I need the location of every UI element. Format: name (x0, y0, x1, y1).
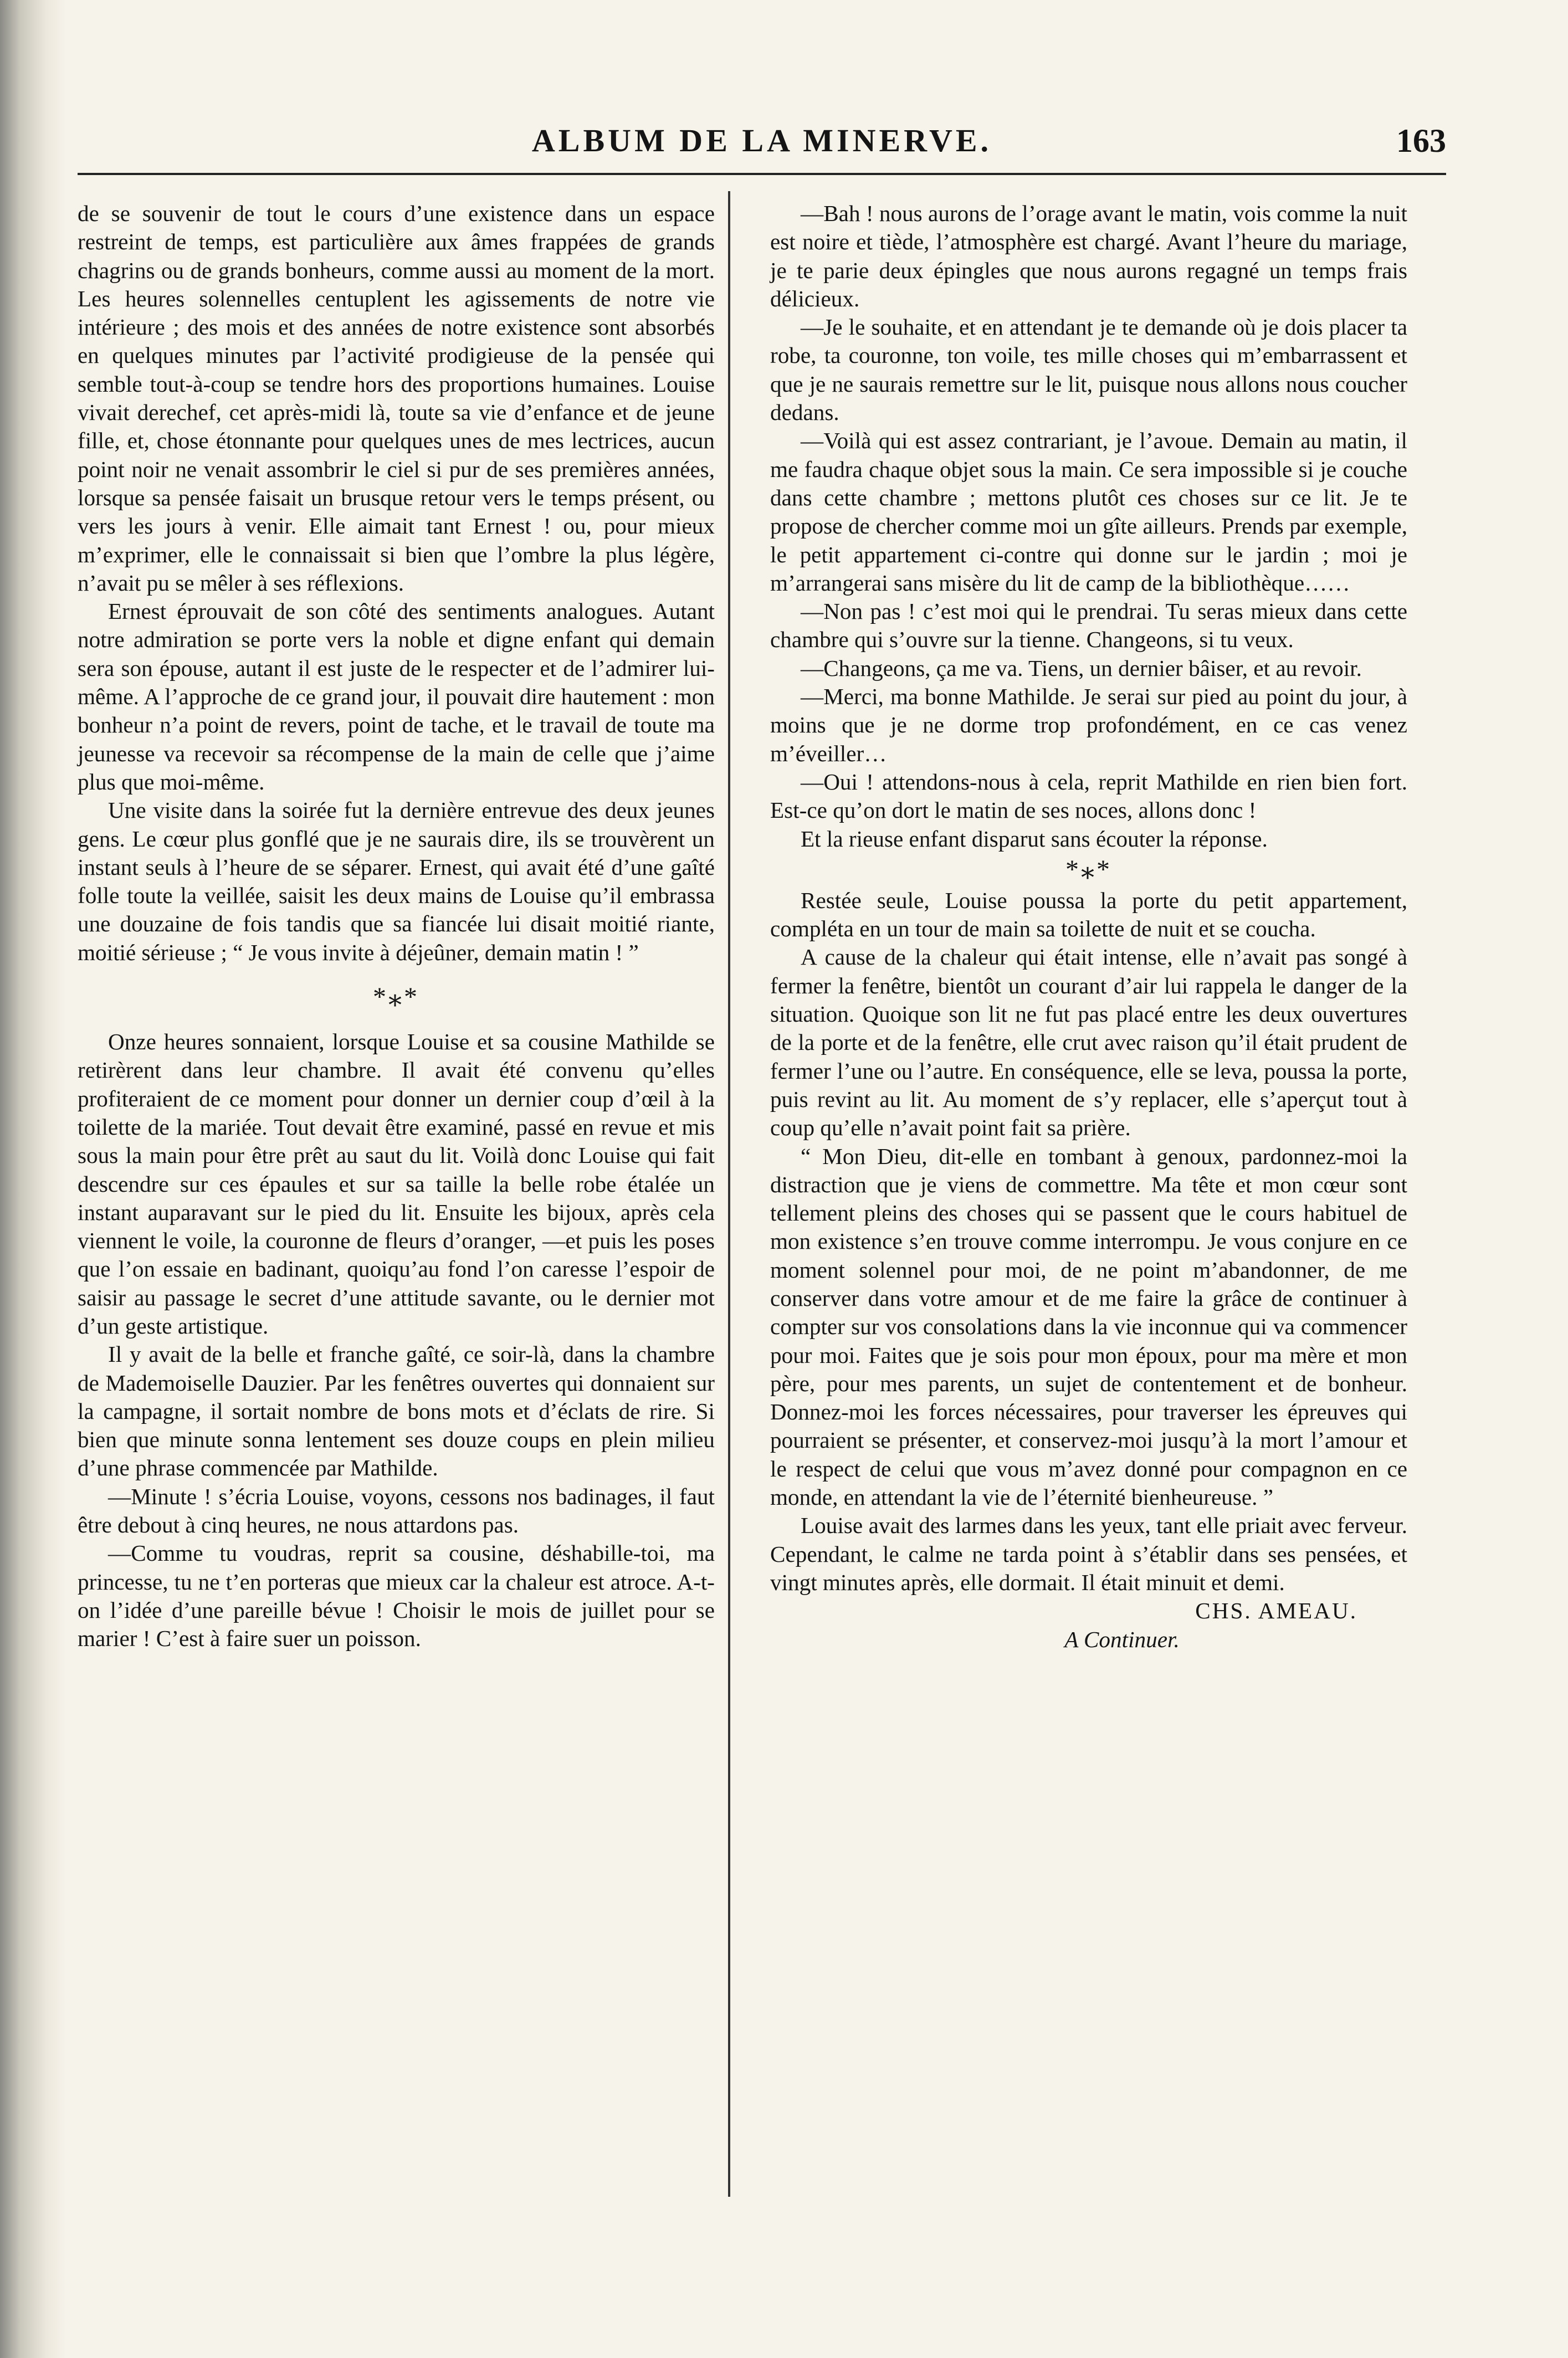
paragraph: —Bah ! nous aurons de l’orage avant le matin, vois comme la nuit est noire et tiède, l’atmosphère est chargé. Avant l’heure du mariage, je te parie deux épingles que nous aurons regagné un temps frais délicieux. (770, 201, 1407, 311)
paragraph: —Changeons, ça me va. Tiens, un dernier bâiser, et au revoir. (801, 655, 1362, 681)
paragraph: —Minute ! s’écria Louise, voyons, cessons nos badinages, il faut être debout à cinq heures, ne nous attardons pas. (78, 1483, 715, 1538)
column-divider (728, 191, 730, 2197)
paragraph: de se souvenir de tout le cours d’une existence dans un espace restreint de temps, est particulière aux âmes frappées de grands chagrins ou de grands bonheurs, comme aussi au moment de la mort. Les heures solennelles centuplent les agissements de notre vie intérieure ; des mois et des années de notre existence sont absorbés en quelques minutes par l’activité prodigieuse de la pensée qui semble tout-à-coup se tendre hors des proportions humaines. Louise vivait derechef, cet après-midi là, toute sa vie d’enfance et de jeune fille, et, chose étonnante pour quelques unes de mes lectrices, aucun point noir ne venait assombrir le ciel si pur de ses premières années, lorsque sa pensée faisait un brusque retour vers le temps présent, ou vers les jours à venir. Elle aimait tant Ernest ! ou, pour mieux m’exprimer, elle le connaissait si bien que l’ombre la plus légère, n’avait pu se mêler à ses réflexions. (78, 201, 715, 596)
paragraph: Une visite dans la soirée fut la dernière entrevue des deux jeunes gens. Le cœur plus gonflé que je ne saurais dire, ils se trouvèrent un instant seuls à l’heure de se séparer. Ernest, qui avait été d’une gaîté folle toute la veillée, saisit les deux mains de Louise qu’il embrassa une douzaine de fois tandis que sa fiancée lui disait moitié riante, moitié sérieuse ; “ Je vous invite à déjeûner, demain matin ! ” (78, 797, 715, 965)
paragraph: —Voilà qui est assez contrariant, je l’avoue. Demain au matin, il me faudra chaque objet sous la main. Ce sera impossible si je couche dans cette chambre ; mettons plutôt ces choses sur ce lit. Je te propose de chercher comme moi un gîte ailleurs. Prends par exemple, le petit appartement ci-contre qui donne sur le jardin ; moi je m’arrangerai sans misère du lit de camp de la bibliothèque…… (770, 428, 1407, 596)
left-column (78, 199, 715, 1653)
section-separator: *⁎* (1065, 854, 1112, 884)
author-signature: CHS. AMEAU. (1195, 1598, 1357, 1624)
section-separator: *⁎* (373, 982, 419, 1012)
page-edge-shadow (0, 0, 66, 2358)
paragraph: Restée seule, Louise poussa la porte du petit appartement, compléta en un tour de main sa toilette de nuit et se coucha. (770, 887, 1407, 942)
paragraph: Louise avait des larmes dans les yeux, tant elle priait avec ferveur. Cependant, le calme ne tarda point à s’établir dans ses pensées, et vingt minutes après, elle dormait. Il était minuit et demi. (770, 1513, 1407, 1595)
page-header (78, 122, 1446, 172)
paragraph: Il y avait de la belle et franche gaîté, ce soir-là, dans la chambre de Mademoiselle Dauzier. Par les fenêtres ouvertes qui donnaient sur la campagne, il sortait nombre de bons mots et d’éclats de rire. Si bien que minute sonna lentement ses douze coups en plein milieu d’une phrase commencée par Mathilde. (78, 1341, 715, 1481)
header-rule (78, 173, 1446, 175)
paragraph: Ernest éprouvait de son côté des sentiments analogues. Autant notre admiration se porte vers la noble et digne enfant qui demain sera son épouse, autant il est juste de le respecter et de l’admirer lui-même. A l’approche de ce grand jour, il pouvait dire hautement : mon bonheur n’a point de revers, point de tache, et le travail de toute ma jeunesse va recevoir sa récompense de la main de celle que j’aime plus que moi-même. (78, 598, 715, 794)
right-column (770, 199, 1407, 1654)
paragraph: A cause de la chaleur qui était intense, elle n’avait pas songé à fermer la fenêtre, bientôt un courant d’air lui rappela le danger de la situation. Quoique son lit ne fut pas placé entre les deux ouvertures de la porte et de la fenêtre, elle crut avec raison qu’il était prudent de fermer l’une ou l’autre. En conséquence, elle se leva, poussa la porte, puis revint au lit. Au moment de s’y replacer, elle s’aperçut tout à coup qu’elle n’avait point fait sa prière. (770, 944, 1407, 1141)
paragraph: Et la rieuse enfant disparut sans écouter la réponse. (801, 826, 1268, 852)
paragraph: —Non pas ! c’est moi qui le prendrai. Tu seras mieux dans cette chambre qui s’ouvre sur la tienne. Changeons, si tu veux. (770, 598, 1407, 653)
paragraph: —Merci, ma bonne Mathilde. Je serai sur pied au point du jour, à moins que je ne dorme trop profondément, en ce cas venez m’éveiller… (770, 684, 1407, 766)
page-number: 163 (1396, 122, 1446, 159)
journal-title: ALBUM DE LA MINERVE. (531, 122, 992, 158)
paragraph: —Oui ! attendons-nous à cela, reprit Mathilde en rien bien fort. Est-ce qu’on dort le matin de ses noces, allons donc ! (770, 768, 1407, 823)
paragraph: —Comme tu voudras, reprit sa cousine, déshabille-toi, ma princesse, tu ne t’en porteras que mieux car la chaleur est atroce. A-t-on l’idée d’une pareille bévue ! Choisir le mois de juillet pour se marier ! C’est à faire suer un poisson. (78, 1540, 715, 1652)
paragraph: Onze heures sonnaient, lorsque Louise et sa cousine Mathilde se retirèrent dans leur chambre. Il avait été convenu qu’elles profiteraient de ce moment pour donner un dernier coup d’œil à la toilette de la mariée. Tout devait être examiné, passé en revue et mis sous la main pour être prêt au saut du lit. Voilà donc Louise qui fait descendre sur ces épaules et sur sa taille la belle robe étalée un instant auparavant sur le pied du lit. Ensuite les bijoux, après cela viennent le voile, la couronne de fleurs d’oranger, —et puis les poses que l’on essaie en badinant, quoiqu’au fond l’on caresse l’espoir de saisir au passage le secret d’une attitude savante, ou le dernier mot d’un geste artistique. (78, 1029, 715, 1339)
continuation-note: A Continuer. (1064, 1626, 1180, 1652)
paragraph: —Je le souhaite, et en attendant je te demande où je dois placer ta robe, ta couronne, ton voile, tes mille choses qui m’embarrassent et que je ne saurais remettre sur le lit, puisque nous allons nous coucher dedans. (770, 314, 1407, 426)
paragraph: “ Mon Dieu, dit-elle en tombant à genoux, pardonnez-moi la distraction que je viens de commettre. Ma tête et mon cœur sont tellement pleins des choses qui se passent que le cours habituel de mon existence s’en trouve comme interrompu. Je vous conjure en ce moment solennel pour moi, de ne point m’abandonner, de me conserver dans votre amour et de me faire la grâce de continuer à compter sur vos consolations dans la vie inconnue qui va commencer pour moi. Faites que je sois pour mon époux, pour ma mère et mon père, pour mes parents, un sujet de contentement et de bonheur. Donnez-moi les forces nécessaires, pour traverser les épreuves qui pourraient se présenter, et conservez-moi jusqu’à la mort l’amour et le respect de celui que vous m’avez donné pour compagnon en ce monde, en attendant la vie de l’éternité bienheureuse. ” (770, 1143, 1407, 1510)
